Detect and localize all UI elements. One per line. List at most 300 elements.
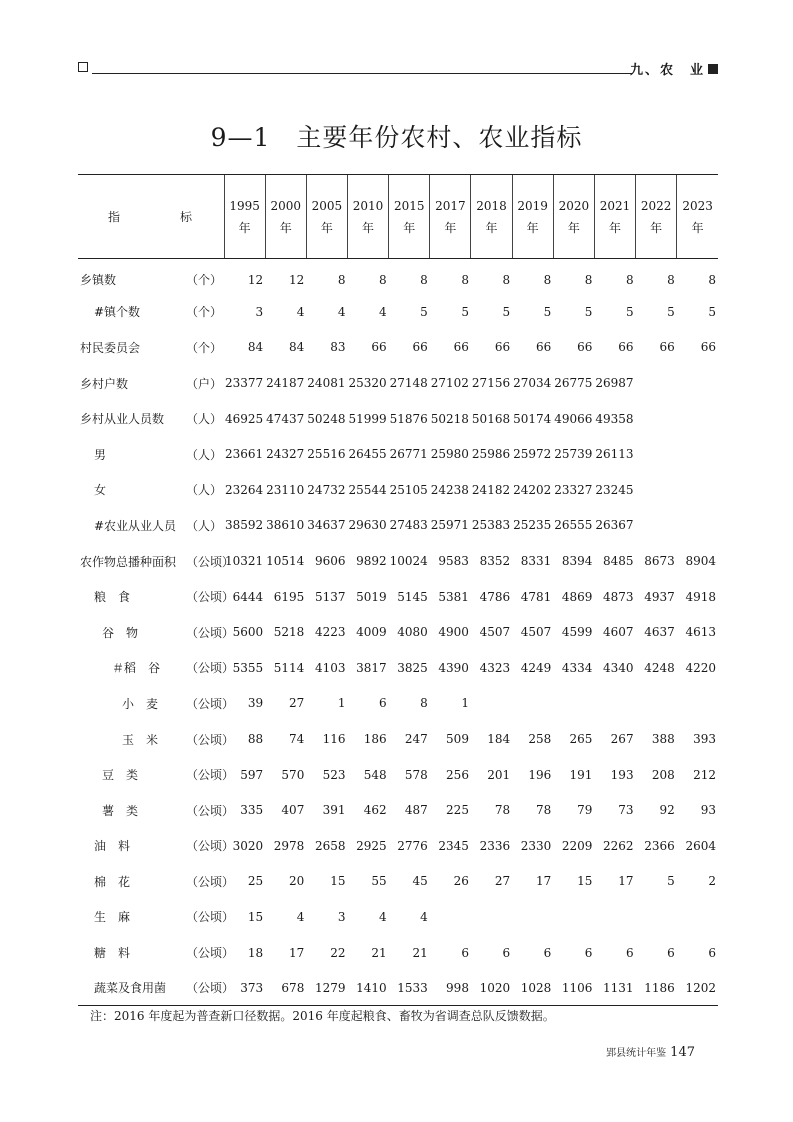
value-cell: 4869: [561, 589, 593, 604]
value-cell: 5: [420, 304, 428, 319]
indicator-name: 女: [94, 483, 107, 498]
value-cell: 27102: [430, 376, 469, 391]
value-cell: 6: [543, 945, 552, 960]
value-cell: 5: [667, 304, 675, 319]
value-cell: 1131: [594, 970, 635, 1006]
value-cell: 4103: [314, 660, 346, 675]
header-rule: [92, 73, 632, 74]
value-cell: 25320: [348, 376, 387, 391]
value-cell: 21: [412, 945, 428, 960]
table-row: [78, 614, 718, 650]
value-cell: 4: [296, 304, 305, 319]
value-cell: 4507: [520, 625, 552, 640]
value-cell: 25: [247, 874, 264, 889]
value-cell: 17: [618, 874, 634, 889]
indicator-name: 谷 物: [102, 625, 139, 640]
value-cell: 46925: [224, 411, 264, 426]
value-cell: [677, 472, 718, 508]
value-cell: 548: [363, 767, 387, 782]
value-cell: 4781: [520, 589, 552, 604]
table-row: [78, 757, 718, 793]
table-row: [78, 579, 718, 615]
unit-cell: （人）: [186, 483, 223, 498]
value-cell: 5114: [273, 660, 305, 675]
value-cell: 21: [371, 945, 387, 960]
value-cell: [512, 899, 553, 935]
value-cell: 4: [337, 304, 346, 319]
value-cell: 5381: [438, 589, 469, 604]
value-cell: 6: [502, 945, 511, 960]
value-cell: 570: [281, 767, 305, 782]
value-cell: 1186: [636, 970, 677, 1006]
value-cell: [636, 508, 677, 544]
value-cell: 3825: [397, 660, 428, 675]
value-cell: 1: [461, 696, 469, 711]
value-cell: 4937: [644, 589, 675, 604]
unit-cell: （公顷）: [186, 625, 235, 640]
value-cell: 5600: [232, 625, 264, 640]
value-cell: 247: [404, 732, 428, 747]
value-cell: 116: [322, 732, 346, 747]
value-cell: 25986: [471, 447, 511, 462]
year-header: 2021 年: [594, 175, 635, 259]
value-cell: 4786: [479, 589, 511, 604]
value-cell: 49358: [595, 411, 634, 426]
value-cell: 5145: [397, 589, 428, 604]
indicator-name: 农作物总播种面积: [80, 554, 177, 569]
value-cell: 1: [337, 696, 346, 711]
indicator-name: ＃稻 谷: [112, 661, 161, 676]
value-cell: 3: [337, 909, 346, 924]
unit-cell: （公顷）: [186, 696, 235, 711]
value-cell: 10024: [389, 554, 428, 569]
unit-cell: （人）: [186, 518, 223, 533]
indicator-name: 乡村从业人员数: [80, 412, 165, 427]
value-cell: [430, 899, 471, 935]
table-row: [78, 792, 718, 828]
indicator-name: 小 麦: [122, 696, 159, 711]
value-cell: 4637: [644, 625, 675, 640]
year-header: 2015 年: [389, 175, 430, 259]
table-row: [78, 543, 718, 579]
value-cell: 5137: [314, 589, 346, 604]
value-cell: 523: [322, 767, 346, 782]
value-cell: 15: [247, 909, 264, 924]
value-cell: 597: [240, 767, 264, 782]
value-cell: 84: [247, 340, 264, 355]
value-cell: 4: [420, 909, 428, 924]
unit-cell: （公顷）: [186, 946, 235, 961]
value-cell: 1533: [389, 970, 430, 1006]
value-cell: 6: [379, 696, 387, 711]
value-cell: 8: [625, 272, 634, 287]
value-cell: 50248: [307, 411, 346, 426]
value-cell: 25235: [513, 518, 552, 533]
value-cell: 1028: [512, 970, 553, 1006]
value-cell: 10514: [266, 554, 305, 569]
value-cell: 39: [247, 696, 264, 711]
unit-cell: （户）: [186, 376, 223, 391]
yearbook-name: 郢县统计年鉴: [606, 1048, 667, 1059]
value-cell: 4873: [603, 589, 634, 604]
value-cell: 8: [502, 272, 511, 287]
filled-square-icon: [708, 64, 718, 74]
value-cell: 998: [430, 970, 471, 1006]
indicator-name: 生 麻: [94, 910, 131, 925]
table-row: [78, 935, 718, 971]
value-cell: 9583: [438, 554, 469, 569]
value-cell: 27148: [389, 376, 428, 391]
indicator-name: 蔬菜及食用菌: [78, 970, 182, 1006]
value-cell: 25383: [471, 518, 511, 533]
value-cell: 22: [330, 945, 346, 960]
value-cell: 17: [289, 945, 305, 960]
value-cell: 1106: [553, 970, 594, 1006]
table-row: [78, 828, 718, 864]
unit-cell: （公顷）: [182, 970, 224, 1006]
value-cell: 5218: [273, 625, 305, 640]
value-cell: 196: [528, 767, 552, 782]
year-header: 2022 年: [636, 175, 677, 259]
value-cell: 265: [569, 732, 593, 747]
value-cell: 8: [584, 272, 593, 287]
unit-cell: （个）: [186, 273, 223, 288]
value-cell: 24202: [513, 482, 552, 497]
value-cell: 8: [461, 272, 469, 287]
value-cell: 335: [240, 803, 264, 818]
value-cell: 4900: [438, 625, 469, 640]
value-cell: 2345: [438, 838, 469, 853]
unit-cell: （公顷）: [186, 839, 235, 854]
value-cell: 23661: [224, 447, 264, 462]
value-cell: 2: [708, 874, 716, 889]
year-header: 2020 年: [553, 175, 594, 259]
value-cell: 5: [502, 304, 511, 319]
table-row: [78, 436, 718, 472]
value-cell: [636, 436, 677, 472]
value-cell: 93: [700, 803, 716, 818]
value-cell: 4: [296, 909, 305, 924]
indicator-name: 豆 类: [102, 768, 139, 783]
unit-cell: （公顷）: [186, 732, 235, 747]
value-cell: 25971: [430, 518, 469, 533]
value-cell: 23110: [266, 482, 305, 497]
value-cell: 47437: [266, 411, 305, 426]
value-cell: [636, 899, 677, 935]
year-header: 2000 年: [265, 175, 306, 259]
value-cell: 4390: [438, 660, 469, 675]
value-cell: 24182: [471, 482, 511, 497]
value-cell: 10321: [224, 554, 264, 569]
value-cell: 66: [412, 340, 428, 355]
unit-cell: （公顷）: [186, 661, 235, 676]
unit-cell: （公顷）: [186, 590, 235, 605]
value-cell: 4249: [520, 660, 552, 675]
value-cell: 12: [247, 272, 264, 287]
indicator-name: 乡村户数: [80, 376, 129, 391]
value-cell: 23264: [224, 482, 264, 497]
value-cell: 8: [420, 272, 428, 287]
value-cell: [677, 436, 718, 472]
value-cell: 578: [404, 767, 428, 782]
value-cell: 4080: [397, 625, 428, 640]
value-cell: 4340: [603, 660, 634, 675]
value-cell: 15: [330, 874, 346, 889]
value-cell: 5019: [356, 589, 387, 604]
value-cell: 55: [371, 874, 387, 889]
value-cell: [636, 401, 677, 437]
value-cell: 27: [494, 874, 511, 889]
value-cell: 78: [494, 803, 511, 818]
unit-cell: （公顷）: [186, 910, 235, 925]
value-cell: 407: [281, 803, 305, 818]
value-cell: 25544: [348, 482, 387, 497]
value-cell: 6444: [232, 589, 264, 604]
table-row: [78, 259, 718, 295]
value-cell: 373: [224, 970, 265, 1006]
value-cell: 3817: [356, 660, 387, 675]
value-cell: 5355: [232, 660, 264, 675]
value-cell: 49066: [554, 411, 593, 426]
value-cell: 2978: [273, 838, 305, 853]
value-cell: 27034: [513, 376, 552, 391]
value-cell: 6195: [273, 589, 305, 604]
value-cell: 26775: [554, 376, 593, 391]
value-cell: 25516: [307, 447, 346, 462]
value-cell: [677, 508, 718, 544]
value-cell: 38592: [224, 518, 264, 533]
value-cell: 51999: [348, 411, 387, 426]
value-cell: 2604: [685, 838, 716, 853]
value-cell: 25105: [389, 482, 428, 497]
table-row: [78, 294, 718, 330]
value-cell: 83: [330, 340, 346, 355]
value-cell: 66: [535, 340, 552, 355]
value-cell: [553, 686, 594, 722]
value-cell: 6: [584, 945, 593, 960]
chapter-label: 九、农 业: [630, 59, 718, 78]
value-cell: 66: [371, 340, 387, 355]
value-cell: 12: [289, 272, 305, 287]
value-cell: 184: [487, 732, 511, 747]
value-cell: 8673: [644, 554, 675, 569]
value-cell: [677, 899, 718, 935]
value-cell: 388: [651, 732, 675, 747]
unit-cell: （个）: [186, 305, 223, 320]
value-cell: 20: [289, 874, 305, 889]
value-cell: 3020: [232, 838, 264, 853]
value-cell: 50174: [513, 411, 552, 426]
value-cell: 79: [577, 803, 593, 818]
value-cell: 50168: [471, 411, 511, 426]
value-cell: 26771: [389, 447, 428, 462]
value-cell: 258: [528, 732, 552, 747]
value-cell: 73: [618, 803, 634, 818]
value-cell: [636, 472, 677, 508]
value-cell: 66: [453, 340, 469, 355]
value-cell: 6: [708, 945, 716, 960]
page-title: 9—1 主要年份农村、农业指标: [210, 123, 583, 152]
value-cell: 5: [667, 874, 675, 889]
value-cell: 8394: [561, 554, 593, 569]
value-cell: 18: [247, 945, 264, 960]
value-cell: 4248: [644, 660, 675, 675]
value-cell: 678: [265, 970, 306, 1006]
value-cell: [677, 365, 718, 401]
value-cell: 193: [610, 767, 634, 782]
table-row: [78, 508, 718, 544]
value-cell: 208: [651, 767, 675, 782]
value-cell: 24732: [307, 482, 346, 497]
value-cell: 8: [543, 272, 552, 287]
value-cell: 51876: [389, 411, 428, 426]
indicator-column-header: 指 标: [78, 175, 224, 259]
value-cell: 45: [412, 874, 428, 889]
indicator-name: 油 料: [94, 839, 131, 854]
indicator-name: 棉 花: [94, 874, 131, 889]
value-cell: 74: [289, 732, 305, 747]
value-cell: 391: [322, 803, 346, 818]
indicator-name: 村民委员会: [80, 340, 141, 355]
indicators-table: [78, 174, 718, 1006]
value-cell: 4334: [561, 660, 593, 675]
year-header: 1995 年: [224, 175, 265, 259]
value-cell: 2336: [479, 838, 511, 853]
value-cell: 4223: [314, 625, 346, 640]
unit-cell: （公顷）: [186, 874, 235, 889]
table-row: [78, 686, 718, 722]
value-cell: 6: [461, 945, 469, 960]
year-header: 2019 年: [512, 175, 553, 259]
table-row: [78, 650, 718, 686]
value-cell: 88: [247, 732, 264, 747]
value-cell: 24187: [266, 376, 305, 391]
value-cell: 26113: [595, 447, 634, 462]
table-header-row: [78, 175, 718, 259]
value-cell: 23327: [554, 482, 593, 497]
value-cell: 8: [379, 272, 387, 287]
indicator-name: 粮 食: [94, 590, 131, 605]
value-cell: 27156: [471, 376, 511, 391]
value-cell: 66: [494, 340, 511, 355]
value-cell: 5: [461, 304, 469, 319]
value-cell: 4918: [685, 589, 716, 604]
year-header: 2023 年: [677, 175, 718, 259]
value-cell: 1020: [471, 970, 512, 1006]
value-cell: 9892: [356, 554, 387, 569]
value-cell: 5: [584, 304, 593, 319]
value-cell: 8: [337, 272, 346, 287]
value-cell: 92: [659, 803, 675, 818]
value-cell: 2262: [603, 838, 634, 853]
value-cell: 201: [487, 767, 511, 782]
value-cell: 393: [693, 732, 716, 747]
value-cell: 17: [535, 874, 552, 889]
table-row: [78, 401, 718, 437]
value-cell: 186: [363, 732, 387, 747]
value-cell: 5: [625, 304, 634, 319]
indicator-name: 薯 类: [102, 803, 139, 818]
value-cell: 1202: [677, 970, 718, 1006]
running-head: [78, 60, 718, 76]
unit-cell: （公顷）: [186, 554, 235, 569]
value-cell: 23377: [224, 376, 264, 391]
value-cell: 9606: [314, 554, 346, 569]
indicator-name: 男: [94, 447, 107, 462]
value-cell: [471, 899, 512, 935]
value-cell: 66: [700, 340, 716, 355]
square-outline-icon: [78, 62, 88, 72]
value-cell: 8331: [520, 554, 552, 569]
value-cell: 1279: [306, 970, 347, 1006]
indicator-name: 玉 米: [122, 732, 159, 747]
value-cell: 27: [289, 696, 305, 711]
value-cell: 2658: [314, 838, 346, 853]
unit-cell: （个）: [186, 340, 223, 355]
value-cell: [677, 401, 718, 437]
value-cell: 34637: [307, 518, 346, 533]
value-cell: 38610: [266, 518, 305, 533]
value-cell: 29630: [348, 518, 387, 533]
footnote: 注：2016 年度起为普查新口径数据。2016 年度起粮食、畜牧为省调查总队反馈数据。: [90, 1009, 555, 1023]
value-cell: 26367: [595, 518, 634, 533]
value-cell: 8904: [685, 554, 716, 569]
indicator-name: 乡镇数: [80, 273, 117, 288]
value-cell: 66: [618, 340, 634, 355]
value-cell: 2209: [561, 838, 593, 853]
value-cell: 3: [255, 304, 264, 319]
value-cell: 462: [363, 803, 387, 818]
value-cell: [677, 686, 718, 722]
value-cell: 66: [659, 340, 675, 355]
value-cell: 2366: [644, 838, 675, 853]
table-row: [78, 970, 718, 1006]
value-cell: 5: [543, 304, 552, 319]
value-cell: [512, 686, 553, 722]
value-cell: 509: [446, 732, 469, 747]
value-cell: [636, 686, 677, 722]
value-cell: 191: [569, 767, 593, 782]
value-cell: 4: [379, 304, 387, 319]
value-cell: 4009: [356, 625, 387, 640]
value-cell: 4599: [561, 625, 593, 640]
indicator-name: 糖 料: [94, 946, 131, 961]
page-footer: [606, 1044, 695, 1060]
value-cell: 4220: [685, 660, 716, 675]
table-row: [78, 864, 718, 900]
value-cell: 212: [693, 767, 716, 782]
unit-cell: （公顷）: [186, 768, 235, 783]
year-header: 2018 年: [471, 175, 512, 259]
value-cell: 25980: [430, 447, 469, 462]
value-cell: 66: [577, 340, 593, 355]
table-row: [78, 330, 718, 366]
value-cell: 267: [610, 732, 634, 747]
value-cell: 2330: [520, 838, 552, 853]
value-cell: 78: [535, 803, 552, 818]
value-cell: 8352: [479, 554, 511, 569]
value-cell: 26555: [554, 518, 593, 533]
indicator-name: #农业从业人员: [94, 518, 177, 533]
value-cell: 24327: [266, 447, 305, 462]
year-header: 2017 年: [430, 175, 471, 259]
value-cell: [636, 365, 677, 401]
value-cell: 8: [667, 272, 675, 287]
value-cell: 15: [577, 874, 593, 889]
value-cell: 8485: [603, 554, 634, 569]
value-cell: 26: [453, 874, 469, 889]
value-cell: 1410: [347, 970, 388, 1006]
